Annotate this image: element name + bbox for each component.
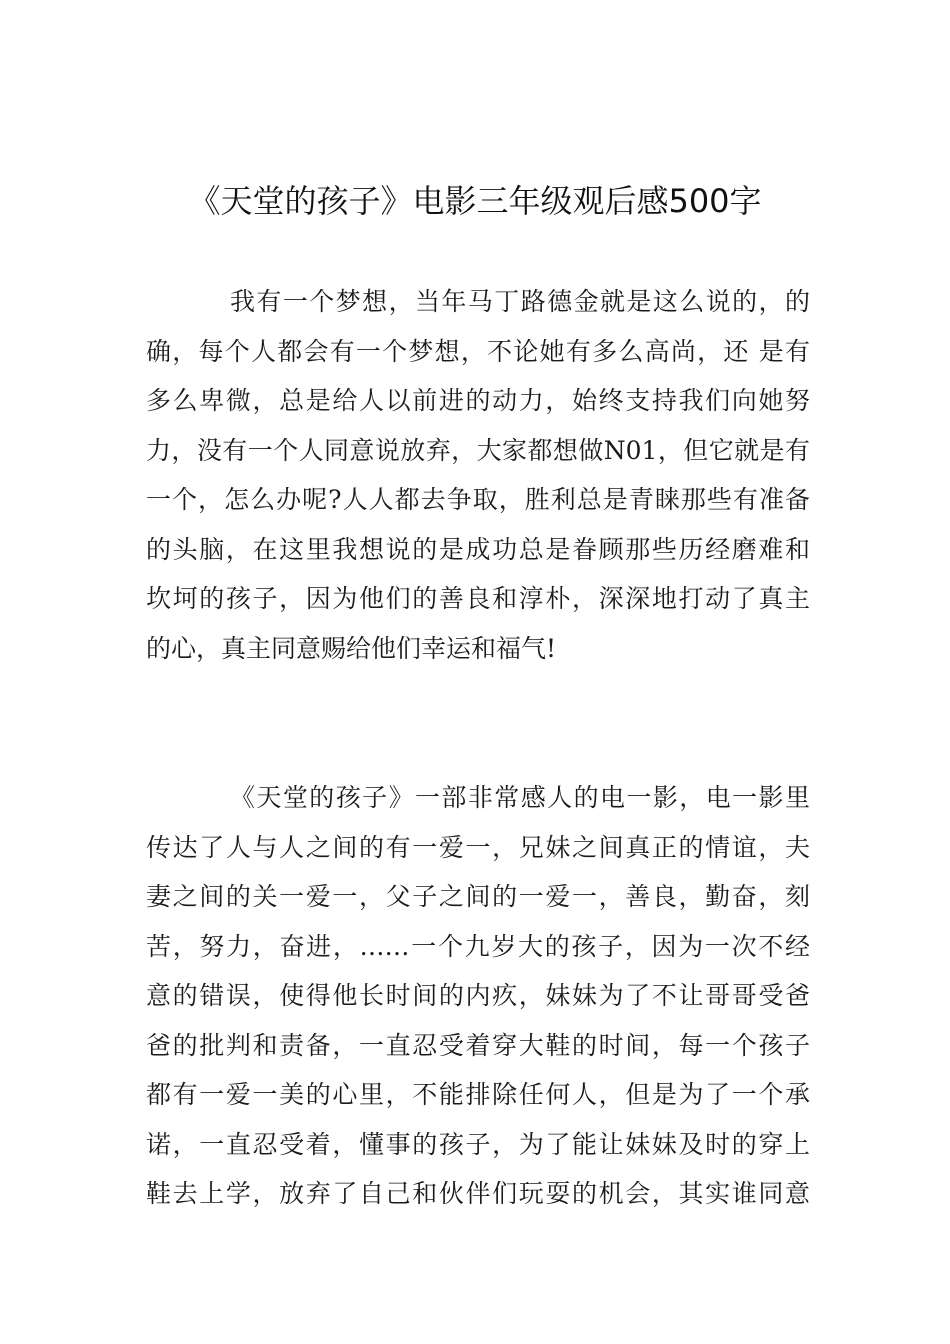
paragraph-line: 都有一爱一美的心里，不能排除任何人，但是为了一个承: [146, 1080, 810, 1109]
paragraph-line: 多么卑微，总是给人以前进的动力，始终支持我们向她努: [146, 386, 810, 415]
paragraph-line: 传达了人与人之间的有一爱一，兄妹之间真正的情谊，夫: [146, 832, 810, 862]
paragraph-line: 鞋去上学，放弃了自己和伙伴们玩耍的机会，其实谁同意: [146, 1179, 810, 1208]
paragraph-2: [146, 773, 810, 1219]
paragraph-line: 坎坷的孩子，因为他们的善良和淳朴，深深地打动了真主: [146, 584, 810, 613]
paragraph-line: 一个，怎么办呢?人人都去争取，胜利总是青睐那些有准备: [146, 485, 810, 514]
document-title: 《天堂的孩子》电影三年级观后感500字: [188, 182, 762, 220]
paragraph-line: 确，每个人都会有一个梦想，不论她有多么高尚，还 是有: [146, 336, 810, 366]
paragraph-line: 苦，努力，奋进，……一个九岁大的孩子，因为一次不经: [146, 931, 810, 961]
paragraph-line: 意的错误，使得他长时间的内疚，妹妹为了不让哥哥受爸: [146, 981, 810, 1010]
paragraph-line: 的头脑，在这里我想说的是成功总是眷顾那些历经磨难和: [146, 534, 810, 564]
paragraph-line: 妻之间的关一爱一，父子之间的一爱一，善良，勤奋，刻: [146, 882, 810, 911]
paragraph-line: 诺，一直忍受着，懂事的孩子，为了能让妹妹及时的穿上: [146, 1129, 810, 1159]
paragraph-line: 《天堂的孩子》一部非常感人的电一影，电一影里: [230, 783, 810, 812]
paragraph-line: 我有一个梦想，当年马丁路德金就是这么说的，的: [230, 287, 810, 316]
paragraph-line: 爸的批判和责备，一直忍受着穿大鞋的时间，每一个孩子: [146, 1030, 810, 1060]
paragraph-1: [146, 277, 810, 673]
paragraph-line: 的心，真主同意赐给他们幸运和福气!: [146, 633, 557, 663]
paragraph-line: 力，没有一个人同意说放弃，大家都想做N01，但它就是有: [146, 435, 810, 465]
